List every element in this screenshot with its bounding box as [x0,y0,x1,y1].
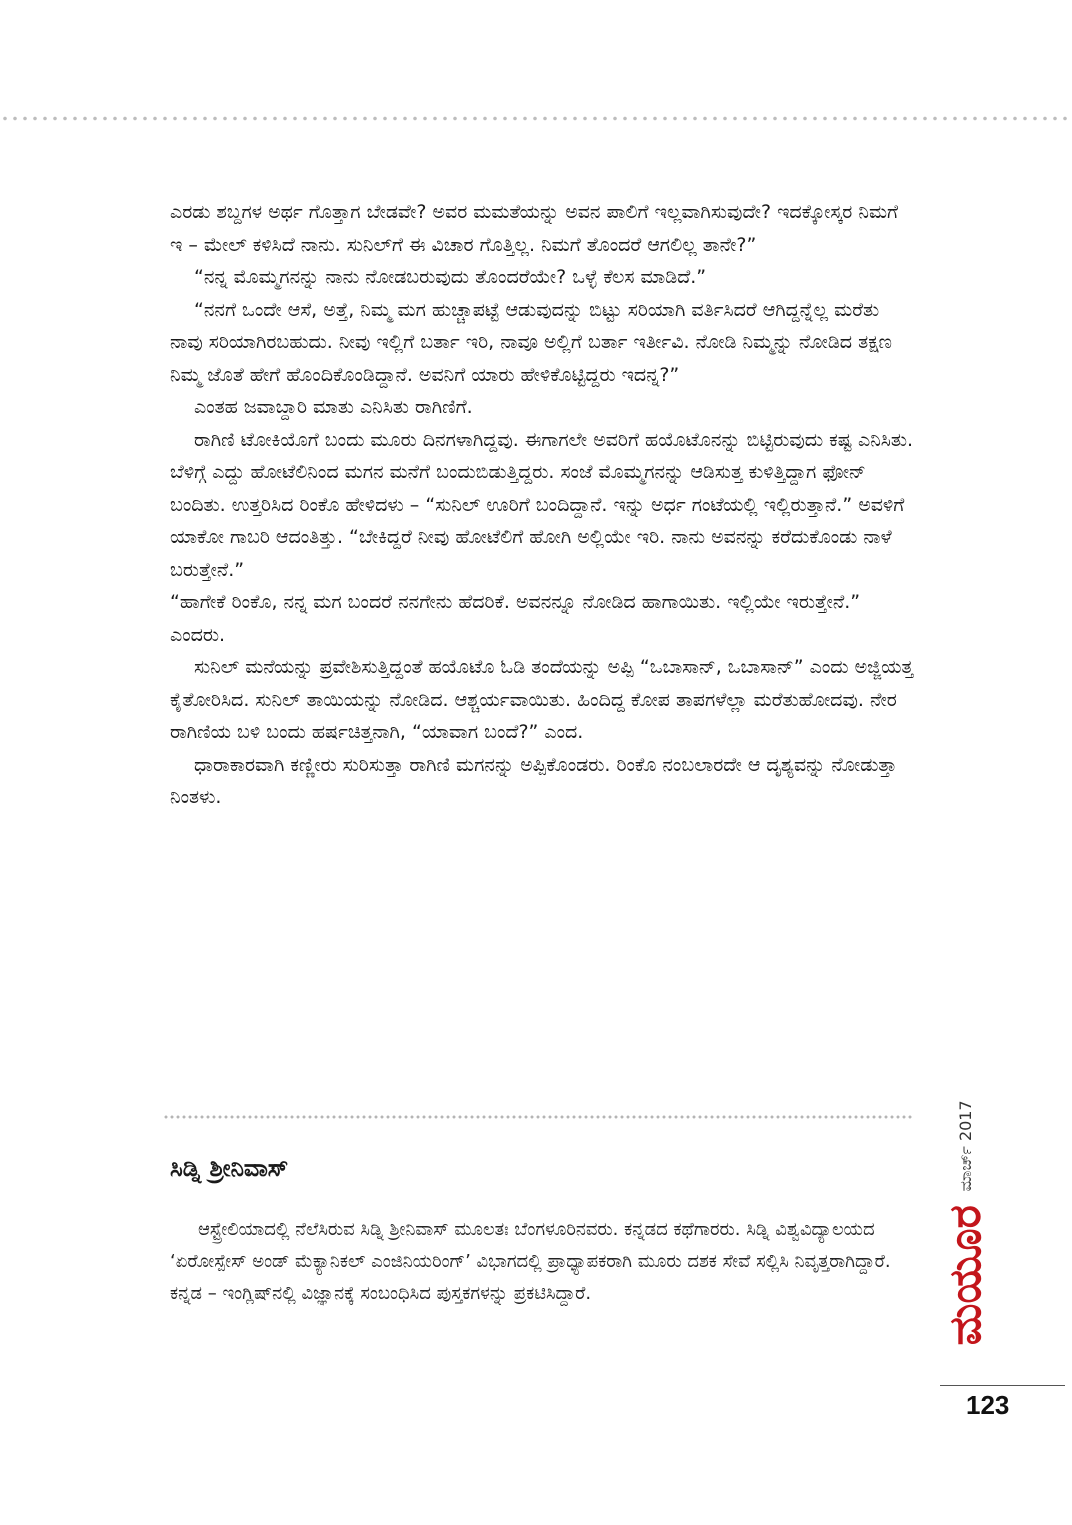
magazine-name: ಮಯೂರ [940,1205,991,1346]
story-paragraph: ಸುನಿಲ್ ಮನೆಯನ್ನು ಪ್ರವೇಶಿಸುತ್ತಿದ್ದಂತೆ ಹಯೊಟೊ ಓಡಿ ತಂದೆಯನ್ನು ಅಪ್ಪಿ “ಒಬಾಸಾನ್, ಒಬಾಸಾನ್” ಎಂದು ಅಜ್ಜಿಯತ್ತ ಕೈತೋರಿಸಿದ. ಸುನಿಲ್ ತಾಯಿಯನ್ನು ನೋಡಿದ. ಆಶ್ಚರ್ಯವಾಯಿತು. ಹಿಂದಿದ್ದ ಕೋಪ ತಾಪಗಳೆಲ್ಲಾ ಮರೆತುಹೋದವು. ನೇರ ರಾಗಿಣಿಯ ಬಳಿ ಬಂದು ಹರ್ಷಚಿತ್ತನಾಗಿ, “ಯಾವಾಗ ಬಂದೆ?” ಎಂದ. [170,656,914,743]
story-paragraph: ಎರಡು ಶಬ್ದಗಳ ಅರ್ಥ ಗೊತ್ತಾಗ ಬೇಡವೇ? ಅವರ ಮಮತೆಯನ್ನು ಅವನ ಪಾಲಿಗೆ ಇಲ್ಲವಾಗಿಸುವುದೇ? ಇದಕ್ಕೋಸ್ಕರ ನಿಮಗೆ ಇ – ಮೇಲ್ ಕಳಿಸಿದೆ ನಾನು. ಸುನಿಲ್‌ಗೆ ಈ ವಿಚಾರ ಗೊತ್ತಿಲ್ಲ. ನಿಮಗೆ ತೊಂದರೆ ಆಗಲಿಲ್ಲ ತಾನೇ?” [170,201,899,256]
top-dotted-divider [0,116,1072,121]
story-paragraph: “ನನ್ನ ಮೊಮ್ಮಗನನ್ನು ನಾನು ನೋಡಬರುವುದು ತೊಂದರೆಯೇ? ಒಳ್ಳೆ ಕೆಲಸ ಮಾಡಿದೆ.” [194,266,707,288]
story-paragraph: ರಾಗಿಣಿ ಟೋಕಿಯೊಗೆ ಬಂದು ಮೂರು ದಿನಗಳಾಗಿದ್ದವು. ಈಗಾಗಲೇ ಅವರಿಗೆ ಹಯೊಟೊನನ್ನು ಬಿಟ್ಟಿರುವುದು ಕಷ್ಟ ಎನಿಸಿತು. ಬೆಳಿಗ್ಗೆ ಎದ್ದು ಹೋಟೆಲಿನಿಂದ ಮಗನ ಮನೆಗೆ ಬಂದುಬಿಡುತ್ತಿದ್ದರು. ಸಂಜೆ ಮೊಮ್ಮಗನನ್ನು ಆಡಿಸುತ್ತ ಕುಳಿತ್ತಿದ್ದಾಗ ಫೋನ್ ಬಂದಿತು. ಉತ್ತರಿಸಿದ ರಿಂಕೊ ಹೇಳಿದಳು – “ಸುನಿಲ್ ಊರಿಗೆ ಬಂದಿದ್ದಾನೆ. ಇನ್ನು ಅರ್ಧ ಗಂಟೆಯಲ್ಲಿ ಇಲ್ಲಿರುತ್ತಾನೆ.” ಅವಳಿಗೆ ಯಾಕೋ ಗಾಬರಿ ಆದಂತಿತ್ತು. “ಬೇಕಿದ್ದರೆ ನೀವು ಹೋಟೆಲಿಗೆ ಹೋಗಿ ಅಲ್ಲಿಯೇ ಇರಿ. ನಾನು ಅವನನ್ನು ಕರೆದುಕೊಂಡು ನಾಳೆ ಬರುತ್ತೇನೆ.” [170,428,914,581]
page-number-rule [940,1385,1065,1386]
story-body [170,196,915,814]
story-paragraph: ಎಂತಹ ಜವಾಬ್ದಾರಿ ಮಾತು ಎನಿಸಿತು ರಾಗಿಣಿಗೆ. [194,396,473,418]
author-name: ಸಿಡ್ನಿ ಶ್ರೀನಿವಾಸ್ [170,1154,289,1182]
page-number: 123 [966,1390,1010,1420]
magazine-masthead-vertical [940,1100,991,1346]
author-bio-text: ಆಸ್ಟ್ರೇಲಿಯಾದಲ್ಲಿ ನೆಲೆಸಿರುವ ಸಿಡ್ನಿ ಶ್ರೀನಿವಾಸ್ ಮೂಲತಃ ಬೆಂಗಳೂರಿನವರು. ಕನ್ನಡದ ಕಥೆಗಾರರು. ಸಿಡ್ನಿ ವಿಶ್ವವಿದ್ಯಾಲಯದ ‘ಏರೋಸ್ಪೇಸ್ ಅಂಡ್ ಮೆಕ್ಯಾನಿಕಲ್ ಎಂಜಿನಿಯರಿಂಗ್’ ವಿಭಾಗದಲ್ಲಿ ಪ್ರಾಧ್ಯಾಪಕರಾಗಿ ಮೂರು ದಶಕ ಸೇವೆ ಸಲ್ಲಿಸಿ ನಿವೃತ್ತರಾಗಿದ್ದಾರೆ. ಕನ್ನಡ – ಇಂಗ್ಲಿಷ್‌ನಲ್ಲಿ ವಿಜ್ಞಾನಕ್ಕೆ ಸಂಬಂಧಿಸಿದ ಪುಸ್ತಕಗಳನ್ನು ಪ್ರಕಟಿಸಿದ್ದಾರೆ. [170,1219,891,1304]
issue-date: ಮಾರ್ಚ್ 2017 [956,1100,975,1192]
author-bio [170,1214,910,1310]
story-paragraph: “ನನಗೆ ಒಂದೇ ಆಸೆ, ಅತ್ತೆ, ನಿಮ್ಮ ಮಗ ಹುಚ್ಚಾಪಟ್ಟೆ ಆಡುವುದನ್ನು ಬಿಟ್ಟು ಸರಿಯಾಗಿ ವರ್ತಿಸಿದರೆ ಆಗಿದ್ದನ್ನೆಲ್ಲ ಮರೆತು ನಾವು ಸರಿಯಾಗಿರಬಹುದು. ನೀವು ಇಲ್ಲಿಗೆ ಬರ್ತಾ ಇರಿ, ನಾವೂ ಅಲ್ಲಿಗೆ ಬರ್ತಾ ಇರ್ತೀವಿ. ನೋಡಿ ನಿಮ್ಮನ್ನು ನೋಡಿದ ತಕ್ಷಣ ನಿಮ್ಮ ಜೊತೆ ಹೇಗೆ ಹೊಂದಿಕೊಂಡಿದ್ದಾನೆ. ಅವನಿಗೆ ಯಾರು ಹೇಳಿಕೊಟ್ಟಿದ್ದರು ಇದನ್ನ?” [170,298,892,386]
story-paragraph: “ಹಾಗೇಕೆ ರಿಂಕೊ, ನನ್ನ ಮಗ ಬಂದರೆ ನನಗೇನು ಹೆದರಿಕೆ. ಅವನನ್ನೂ ನೋಡಿದ ಹಾಗಾಯಿತು. ಇಲ್ಲಿಯೇ ಇರುತ್ತೇನೆ.” ಎಂದರು. [170,591,861,646]
author-section-divider [163,1115,913,1119]
story-paragraph: ಧಾರಾಕಾರವಾಗಿ ಕಣ್ಣೀರು ಸುರಿಸುತ್ತಾ ರಾಗಿಣಿ ಮಗನನ್ನು ಅಪ್ಪಿಕೊಂಡರು. ರಿಂಕೊ ನಂಬಲಾರದೇ ಆ ದೃಶ್ಯವನ್ನು ನೋಡುತ್ತಾ ನಿಂತಳು. [170,753,897,808]
